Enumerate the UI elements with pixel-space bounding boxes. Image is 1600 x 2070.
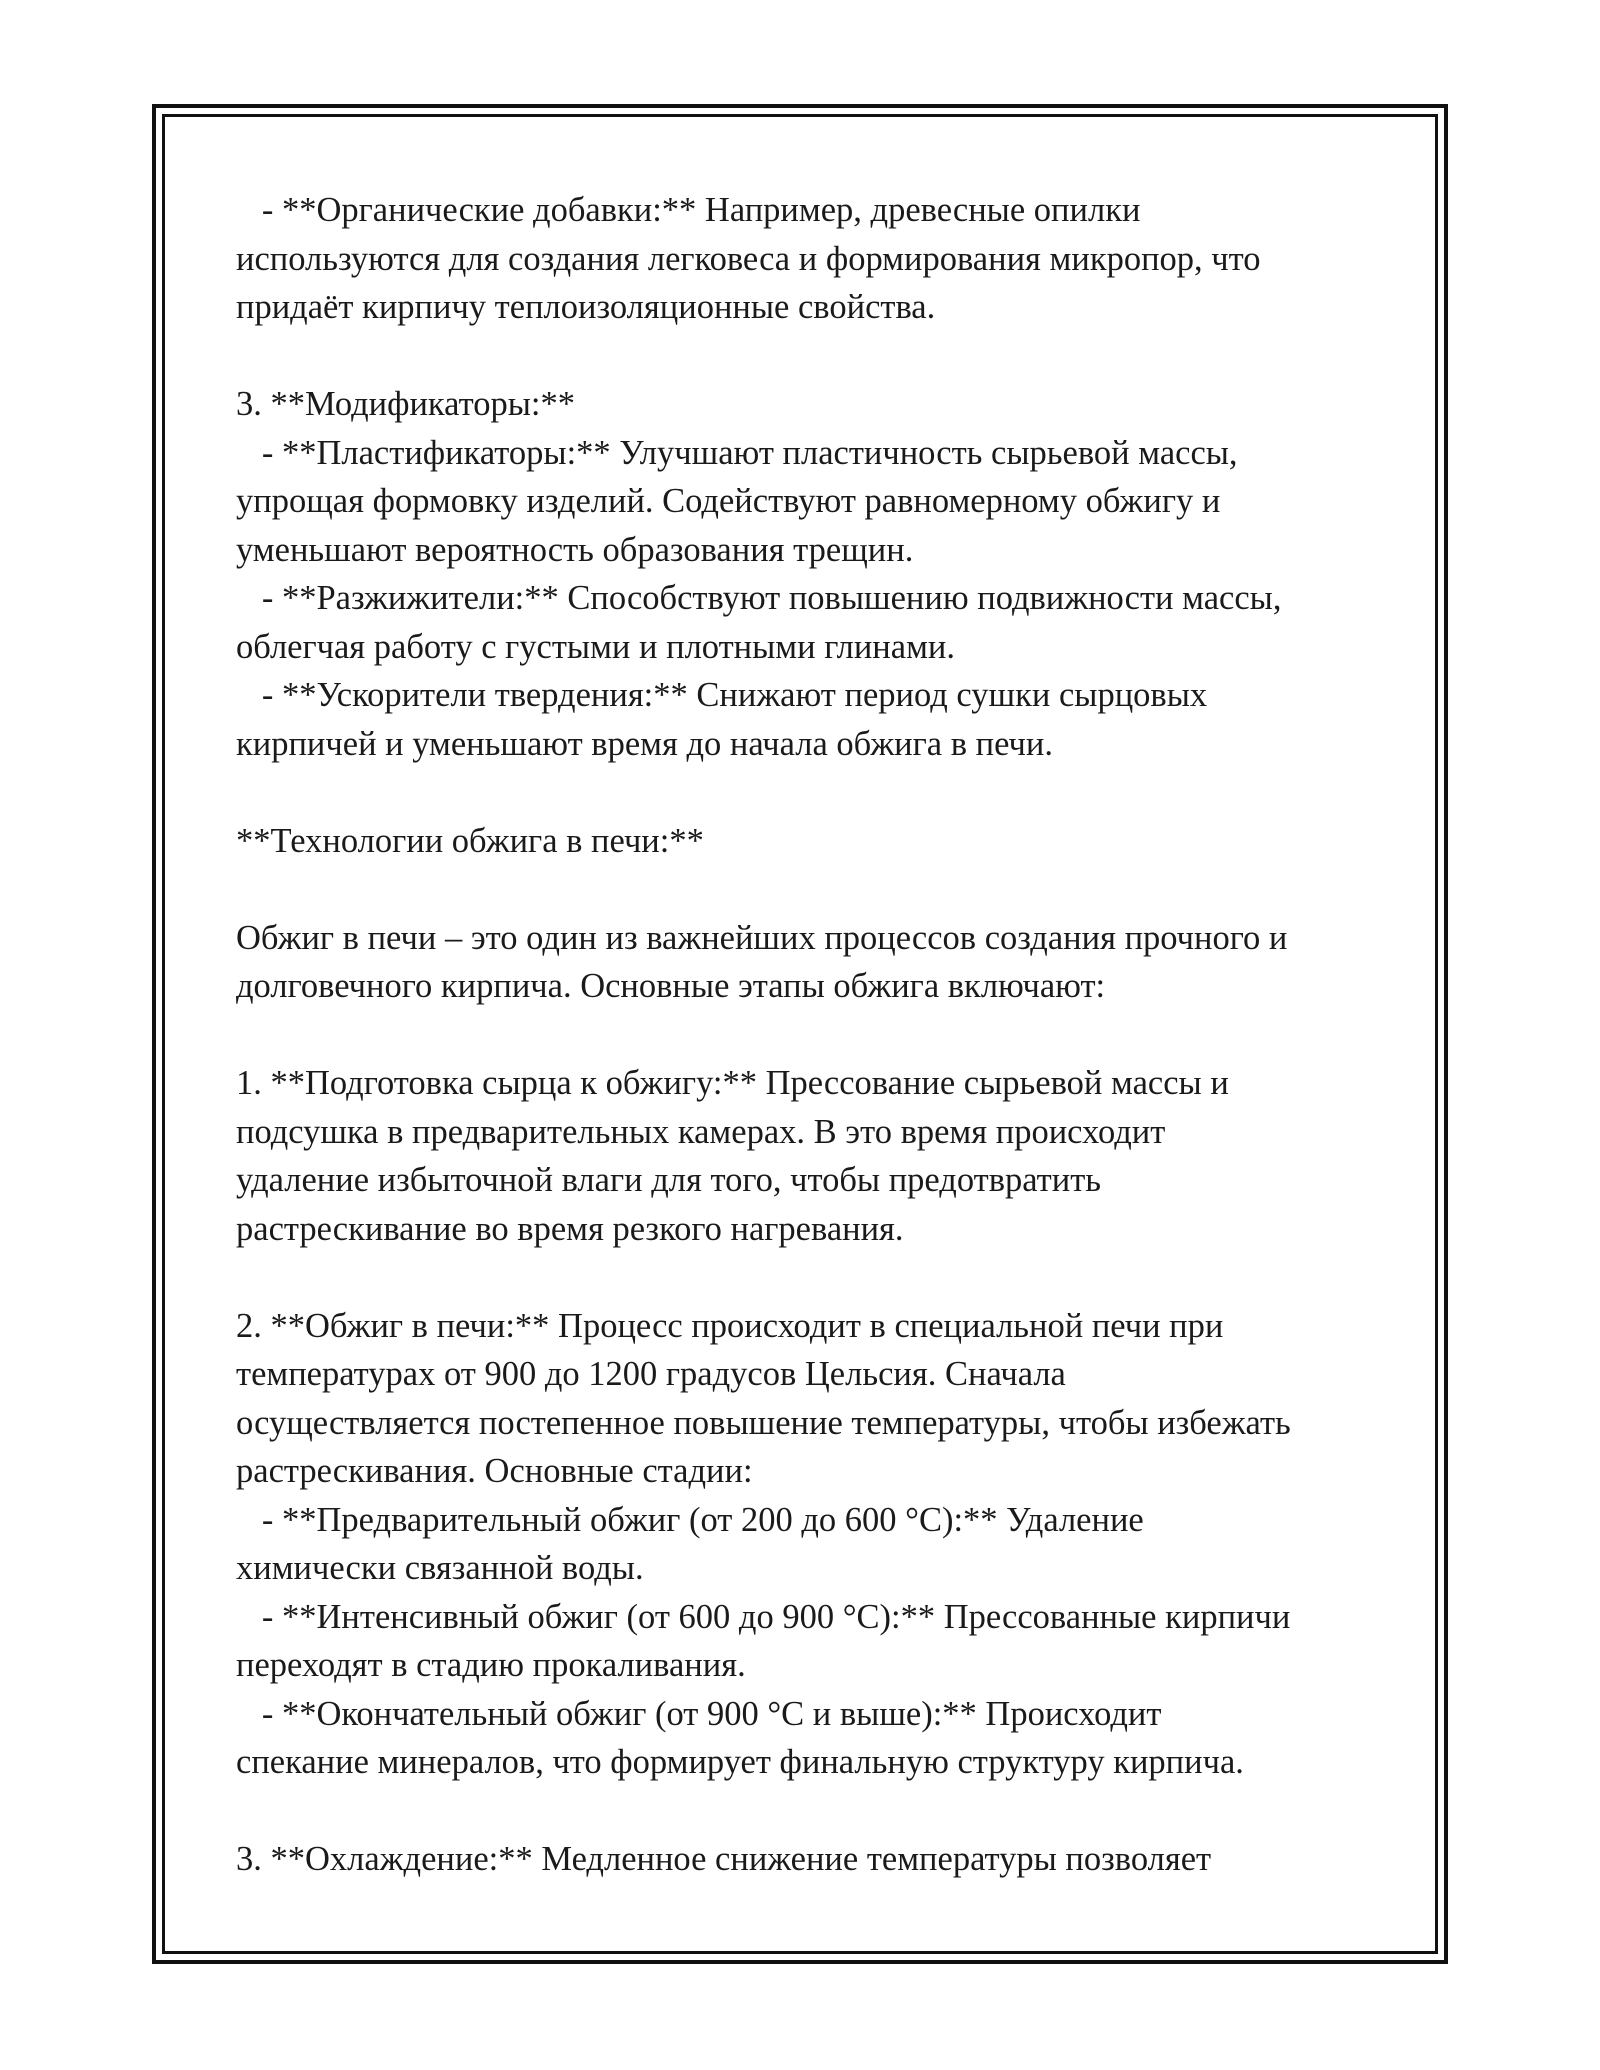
blank-line	[236, 1011, 1376, 1060]
text-line: придаёт кирпичу теплоизоляционные свойства.	[236, 288, 936, 326]
section-heading: **Технологии обжига в печи:**	[236, 821, 704, 860]
text-line: Обжиг в печи – это один из важнейших процессов создания прочного и	[236, 918, 1288, 957]
text-line: - **Органические добавки:** Например, древесные опилки	[236, 191, 1141, 229]
text-line: - **Разжижители:** Способствуют повышению подвижности массы,	[236, 579, 1282, 617]
text-line: долговечного кирпича. Основные этапы обжига включают:	[236, 967, 1106, 1005]
text-line: упрощая формовку изделий. Содействуют равномерному обжигу и	[236, 482, 1221, 520]
text-line: температурах от 900 до 1200 градусов Цельсия. Сначала	[236, 1355, 1066, 1393]
document-body	[236, 186, 1376, 1884]
blank-line	[236, 865, 1376, 914]
text-line: осуществляется постепенное повышение температуры, чтобы избежать	[236, 1403, 1291, 1442]
text-line: удаление избыточной влаги для того, чтобы предотвратить	[236, 1161, 1102, 1199]
text-line: растрескивание во время резкого нагревания.	[236, 1209, 904, 1248]
text-line: растрескивания. Основные стадии:	[236, 1452, 753, 1490]
blank-line	[236, 768, 1376, 817]
text-line: - **Интенсивный обжиг (от 600 до 900 °С):** Прессованные кирпичи	[236, 1597, 1291, 1636]
text-line: химически связанной воды.	[236, 1549, 644, 1587]
text-line: 3. **Модификаторы:**	[236, 385, 575, 423]
text-line: подсушка в предварительных камерах. В это время происходит	[236, 1112, 1166, 1151]
text-line: - **Предварительный обжиг (от 200 до 600 °С):** Удаление	[236, 1500, 1144, 1539]
text-line: 1. **Подготовка сырца к обжигу:** Прессование сырьевой массы и	[236, 1064, 1229, 1102]
text-line: 3. **Охлаждение:** Медленное снижение температуры позволяет	[236, 1840, 1212, 1878]
text-line: - **Окончательный обжиг (от 900 °С и выше):** Происходит	[236, 1694, 1162, 1733]
text-line: спекание минералов, что формирует финальную структуру кирпича.	[236, 1743, 1244, 1781]
text-line: переходят в стадию прокаливания.	[236, 1646, 746, 1684]
blank-line	[236, 332, 1376, 381]
text-line: кирпичей и уменьшают время до начала обжига в печи.	[236, 724, 1053, 763]
blank-line	[236, 1787, 1376, 1836]
text-line: используются для создания легковеса и формирования микропор, что	[236, 239, 1261, 278]
text-line: - **Ускорители твердения:** Снижают период сушки сырцовых	[236, 676, 1208, 714]
text-line: уменьшают вероятность образования трещин.	[236, 530, 914, 569]
text-line: 2. **Обжиг в печи:** Процесс происходит в специальной печи при	[236, 1306, 1224, 1345]
text-line: - **Пластификаторы:** Улучшают пластичность сырьевой массы,	[236, 433, 1238, 472]
blank-line	[236, 1253, 1376, 1302]
text-line: облегчая работу с густыми и плотными глинами.	[236, 627, 955, 666]
